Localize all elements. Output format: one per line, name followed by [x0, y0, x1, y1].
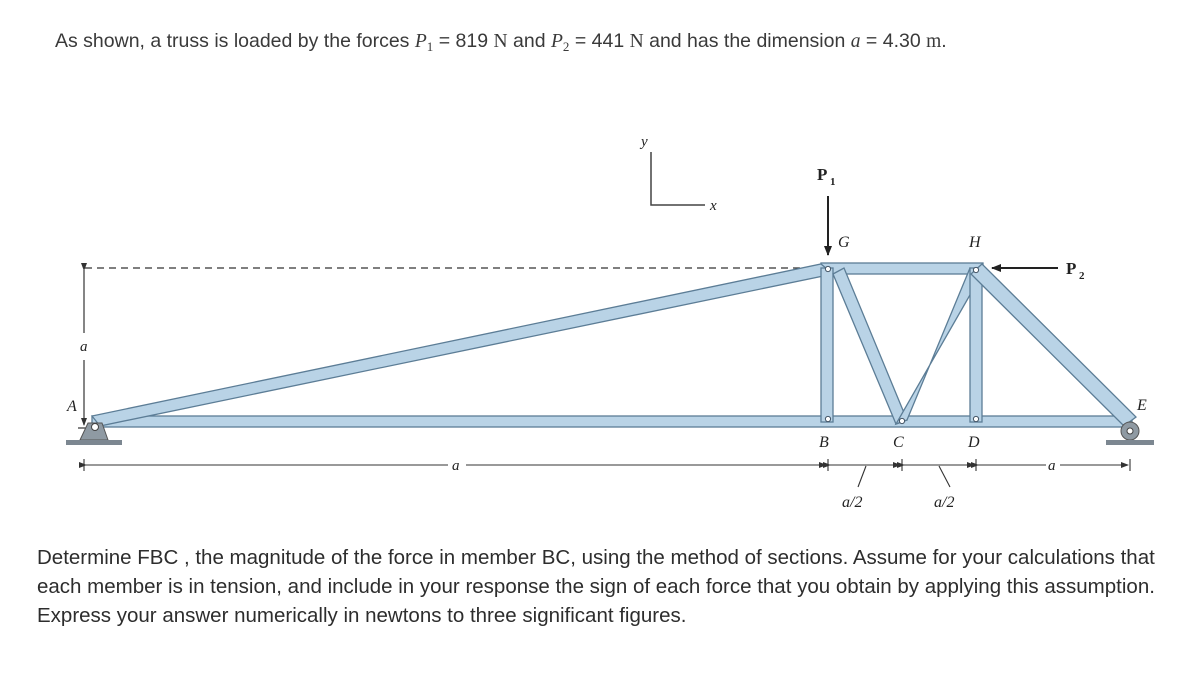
node-label-g: G [838, 234, 850, 251]
p2-subscript: 2 [562, 39, 570, 54]
member-ch [896, 268, 982, 424]
axis-x-label: x [710, 198, 717, 214]
horizontal-dimensions [84, 459, 1130, 487]
node-label-c: C [893, 434, 904, 451]
a-equals: = [865, 30, 878, 52]
member-ag [92, 264, 833, 426]
joint-d [973, 416, 978, 421]
p1-value: 819 [455, 30, 489, 52]
p1-unit: N [493, 31, 508, 52]
problem-intro: As shown, a truss is loaded by the forces [55, 30, 410, 52]
a-unit: m [926, 31, 942, 52]
node-label-b: B [819, 434, 829, 451]
joint-b [825, 416, 830, 421]
joint-h [973, 267, 978, 272]
load-p1-label: P [817, 165, 828, 184]
dim-label-right: a [1048, 458, 1056, 474]
p2-unit: N [629, 31, 644, 52]
p1-subscript: 1 [426, 39, 434, 54]
joint-g [825, 266, 830, 271]
dim-label-left: a [452, 458, 460, 474]
axis-y-label: y [641, 134, 648, 150]
question-text: Determine FBC , the magnitude of the force in member BC, using the method of sections. Assume for your calculations that each member is in tension, and include in your response the sign of each force that you obtain by applying this assumption. Express your answer numerically in newtons to three significant figures. [37, 546, 1155, 627]
member-hd [970, 268, 982, 422]
dim-label-half-2: a/2 [934, 494, 955, 511]
load-p2-subscript: 2 [1079, 270, 1085, 282]
problem-period: . [941, 30, 947, 52]
load-p1-subscript: 1 [830, 176, 836, 188]
load-p2-label: P [1066, 259, 1077, 278]
load-p2 [992, 259, 1085, 282]
node-label-a: A [67, 398, 77, 415]
node-label-d: D [968, 434, 980, 451]
node-label-e: E [1137, 397, 1147, 414]
coordinate-axes [639, 134, 717, 214]
joint-c [899, 418, 904, 423]
member-gb [821, 268, 833, 422]
problem-and-1: and [513, 30, 546, 52]
p2-symbol: P [550, 31, 563, 52]
member-he [971, 264, 1136, 426]
p2-value: 441 [591, 30, 625, 52]
dim-label-half-1: a/2 [842, 494, 863, 511]
load-p1 [817, 165, 836, 255]
node-label-h: H [969, 234, 981, 251]
p1-symbol: P [414, 31, 427, 52]
p1-equals: = [438, 30, 451, 52]
member-gc [833, 268, 907, 424]
height-label: a [80, 339, 88, 355]
height-dimension [78, 270, 92, 428]
problem-and-2: and has the dimension [649, 30, 846, 52]
p2-equals: = [574, 30, 587, 52]
truss-members [92, 263, 1136, 427]
a-value: 4.30 [882, 30, 921, 52]
a-symbol: a [850, 31, 861, 52]
